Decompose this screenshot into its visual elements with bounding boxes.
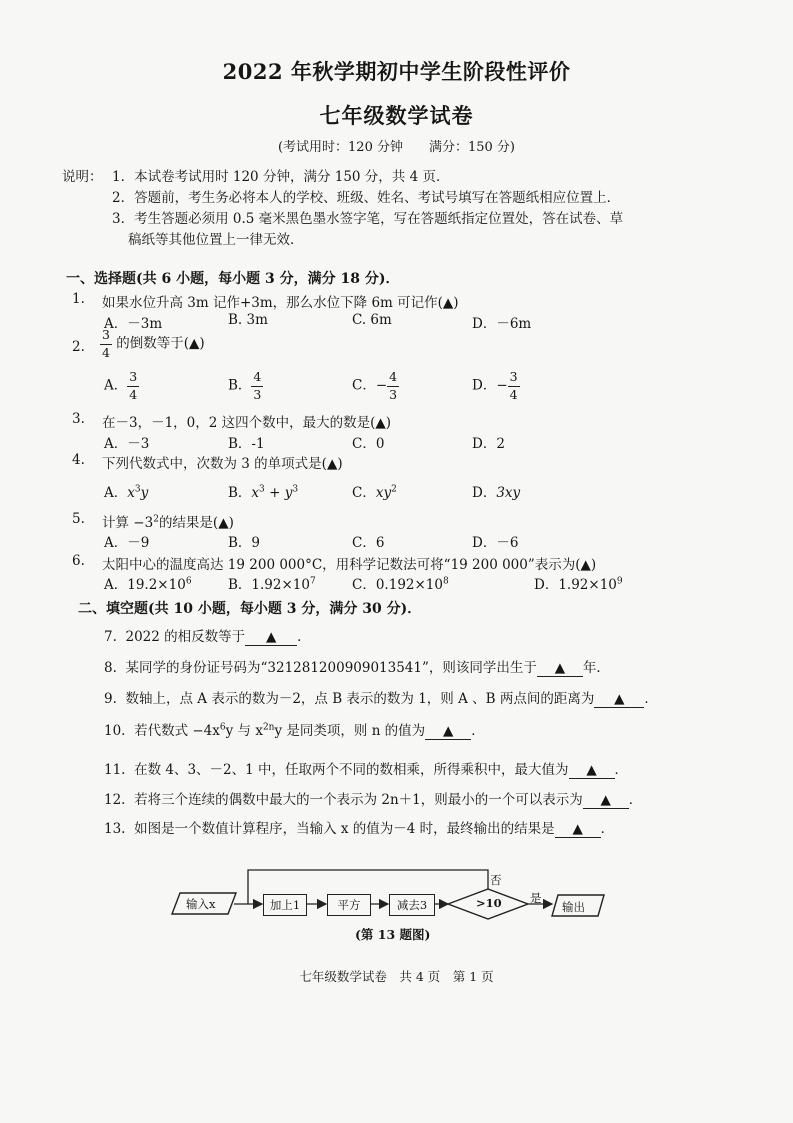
question-number: 3.	[72, 411, 85, 427]
flowchart-yes-label: 是	[530, 891, 542, 905]
exam-subject-title: 七年级数学试卷	[319, 103, 474, 128]
option-a: A．$x^3y$	[104, 484, 149, 501]
question-number: 1.	[72, 291, 85, 307]
flowchart-condition: >10	[476, 896, 502, 910]
note-item: 3．考生答题必须用 0.5 毫米黑色墨水签字笔，写在答题纸指定位置处，答在试卷、草	[112, 211, 624, 227]
notes-label: 说明：	[62, 169, 103, 185]
option-a: A．－3m	[104, 316, 163, 332]
question-8: 8. 某同学的身份证号码为“321281200909013541”，则该同学出生于 ▲ 年．	[104, 660, 610, 676]
section1-heading: 一、选择题(共 6 小题，每小题 3 分，满分 18 分)．	[66, 271, 400, 287]
flowchart-input: 输入x	[186, 897, 216, 911]
question-10: 10. 若代数式 $-4x^6y$ 与 $x^{2n}y$ 是同类项，则 n 的值为 ▲ ．	[104, 722, 485, 739]
question-number: 2.	[72, 339, 85, 355]
option-b: B．$x^3 + y^3$	[228, 484, 299, 501]
option-a: A．－3	[104, 436, 150, 452]
option-c: C．$xy^2$	[352, 484, 397, 501]
option-d: D．3xy	[472, 485, 521, 501]
option-d: D．2	[472, 436, 505, 452]
option-b: B． $\frac{4}{3}$	[228, 369, 262, 402]
option-b: B．$1.92\times 10^7$	[228, 576, 316, 593]
question-text: 在－3，－1，0，2 这四个数中，最大的数是(▲)	[102, 415, 392, 431]
note-item: 1．本试卷考试用时 120 分钟，满分 150 分，共 4 页．	[112, 169, 450, 185]
option-a: A．$19.2\times 10^6$	[104, 576, 192, 593]
question-13: 13. 如图是一个数值计算程序，当输入 x 的值为－4 时，最终输出的结果是 ▲ ．	[104, 821, 615, 837]
option-a: A． $\frac{3}{4}$	[104, 369, 138, 402]
question-9: 9. 数轴上，点 A 表示的数为－2，点 B 表示的数为 1，则 A 、B 两点间的距离为 ▲ ．	[104, 691, 658, 707]
option-c: C. 6m	[352, 312, 392, 328]
exam-title: 2022 年秋学期初中学生阶段性评价	[222, 59, 571, 84]
question-number: 5.	[72, 511, 85, 527]
option-a: A．－9	[104, 535, 150, 551]
question-text: 太阳中心的温度高达 19 200 000°C，用科学记数法可将“19 200 000”表示为(▲)	[102, 557, 597, 573]
question-number: 6.	[72, 553, 85, 569]
question-text: 下列代数式中，次数为 3 的单项式是(▲)	[102, 456, 343, 472]
option-c: C．0	[352, 436, 385, 452]
flowchart-no-label: 否	[490, 873, 502, 887]
flowchart-square-box: 平方	[327, 894, 371, 916]
note-item: 稿纸等其他位置上一律无效．	[128, 232, 304, 248]
question-7: 7. 2022 的相反数等于 ▲ ．	[104, 629, 311, 645]
page-footer: 七年级数学试卷 共 4 页 第 1 页	[299, 969, 494, 984]
option-c: C．6	[352, 535, 385, 551]
question-number: 4.	[72, 452, 85, 468]
option-c: C．− $\frac{4}{3}$	[352, 369, 398, 402]
option-b: B．-1	[228, 436, 265, 452]
option-d: D．$1.92\times 10^9$	[534, 576, 623, 593]
question-text: 如果水位升高 3m 记作+3m，那么水位下降 6m 可记作(▲)	[102, 295, 459, 311]
fraction: $\frac{3}{4}$	[102, 327, 110, 360]
option-b: B. 3m	[228, 312, 268, 328]
option-d: D．− $\frac{3}{4}$	[472, 369, 518, 402]
question-text: $\frac{3}{4}$ 的倒数等于(▲)	[102, 327, 205, 360]
flowchart-caption: (第 13 题图)	[355, 927, 431, 942]
note-item: 2．答题前，考生务必将本人的学校、班级、姓名、考试号填写在答题纸相应位置上．	[112, 190, 621, 206]
option-c: C．$0.192\times 10^8$	[352, 576, 449, 593]
flowchart-add-box: 加上1	[263, 894, 307, 916]
flowchart-output: 输出	[562, 900, 585, 914]
question-11: 11. 在数 4、3、－2、1 中，任取两个不同的数相乘，所得乘积中，最大值为 ▲ ．	[104, 762, 629, 778]
option-d: D．－6m	[472, 316, 532, 332]
option-d: D．－6	[472, 535, 519, 551]
question-12: 12. 若将三个连续的偶数中最大的一个表示为 2n＋1，则最小的一个可以表示为 ▲ ．	[104, 792, 643, 808]
exam-time-score: (考试用时：120 分钟 满分：150 分)	[277, 140, 516, 155]
question-text: 计算 $-3^2$的结果是(▲)	[102, 514, 234, 531]
flowchart-subtract-box: 减去3	[389, 894, 435, 916]
option-b: B．9	[228, 535, 261, 551]
section2-heading: 二、填空题(共 10 小题，每小题 3 分，满分 30 分)．	[78, 601, 422, 617]
